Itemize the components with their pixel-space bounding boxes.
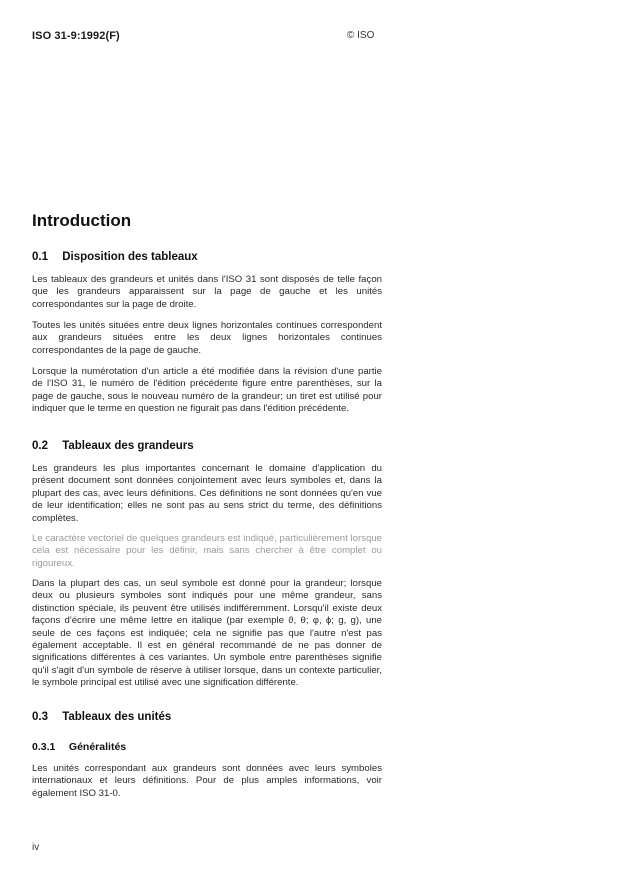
paragraph: Toutes les unités situées entre deux lignes horizontales continues correspondent aux grandeurs situées entre les deux lignes horizontales continues correspondantes de la page de gauche.: [32, 320, 382, 356]
paragraph: Les unités correspondant aux grandeurs sont données avec leurs symboles internationaux et leurs définitions. Pour de plus amples informations, voir également ISO 31-0.: [32, 763, 382, 799]
section-title: Disposition des tableaux: [62, 251, 198, 263]
section-title: Tableaux des unités: [62, 711, 172, 723]
page-number: iv: [32, 842, 40, 853]
section-number: 0.1: [32, 251, 48, 263]
subsection-title: Généralités: [68, 741, 127, 753]
document-id: ISO 31-9:1992(F): [32, 30, 120, 42]
paragraph: Dans la plupart des cas, un seul symbole est donné pour la grandeur; lorsque deux ou plusieurs symboles sont indiqués pour une même grandeur, sans distinction spéciale, ils peuvent être utilisés indifféremment. Lorsqu'il existe deux façons d'écrire une même lettre en italique (par exemple ϑ, θ; φ, ϕ; g, g), une seule de ces façons est indiquée; cela ne signifie pas que l'autre n'est pas également acceptable. Il est en général recommandé de ne pas donner de significations différentes à ces variantes. Un symbole entre parenthèses signifie qu'il s'agit d'un symbole de réserve à utiliser lorsque, dans un contexte particulier, le symbole principal est utilisé avec une signification différente.: [32, 578, 382, 689]
section-heading-0-3: [32, 711, 171, 723]
paragraph: Lorsque la numérotation d'un article a été modifiée dans la révision d'une partie de l'ISO 31, le numéro de l'édition précédente figure entre parenthèses, sur la page de gauche, sous le nouveau numéro de la grandeur; un tiret est utilisé pour indiquer que le terme en question ne figurait pas dans l'édition précédente.: [32, 366, 382, 415]
section-number: 0.3: [32, 711, 48, 723]
copyright-notice: © ISO: [347, 30, 375, 41]
section-number: 0.2: [32, 440, 48, 452]
section-heading-0-2: [32, 440, 194, 452]
section-heading-0-1: [32, 251, 198, 263]
page-title: Introduction: [32, 211, 132, 230]
paragraph: Les grandeurs les plus importantes concernant le domaine d'application du présent document sont données conjointement avec leurs symboles et, dans la plupart des cas, avec leurs définitions. Ces définitions ne sont données qu'en vue de leur identification; elles ne sont pas au sens strict du terme, des définitions complètes.: [32, 463, 382, 524]
paragraph: Le caractère vectoriel de quelques grandeurs est indiqué, particulièrement lorsque cela est nécessaire pour les définir, mais sans chercher à être complet ou rigoureux.: [32, 533, 382, 569]
paragraph: Les tableaux des grandeurs et unités dans l'ISO 31 sont disposés de telle façon que les grandeurs apparaissent sur la page de gauche et les unités correspondantes sur la page de droite.: [32, 274, 382, 310]
subsection-number: 0.3.1: [32, 741, 56, 753]
section-title: Tableaux des grandeurs: [62, 440, 194, 452]
subsection-heading-0-3-1: [32, 741, 126, 753]
